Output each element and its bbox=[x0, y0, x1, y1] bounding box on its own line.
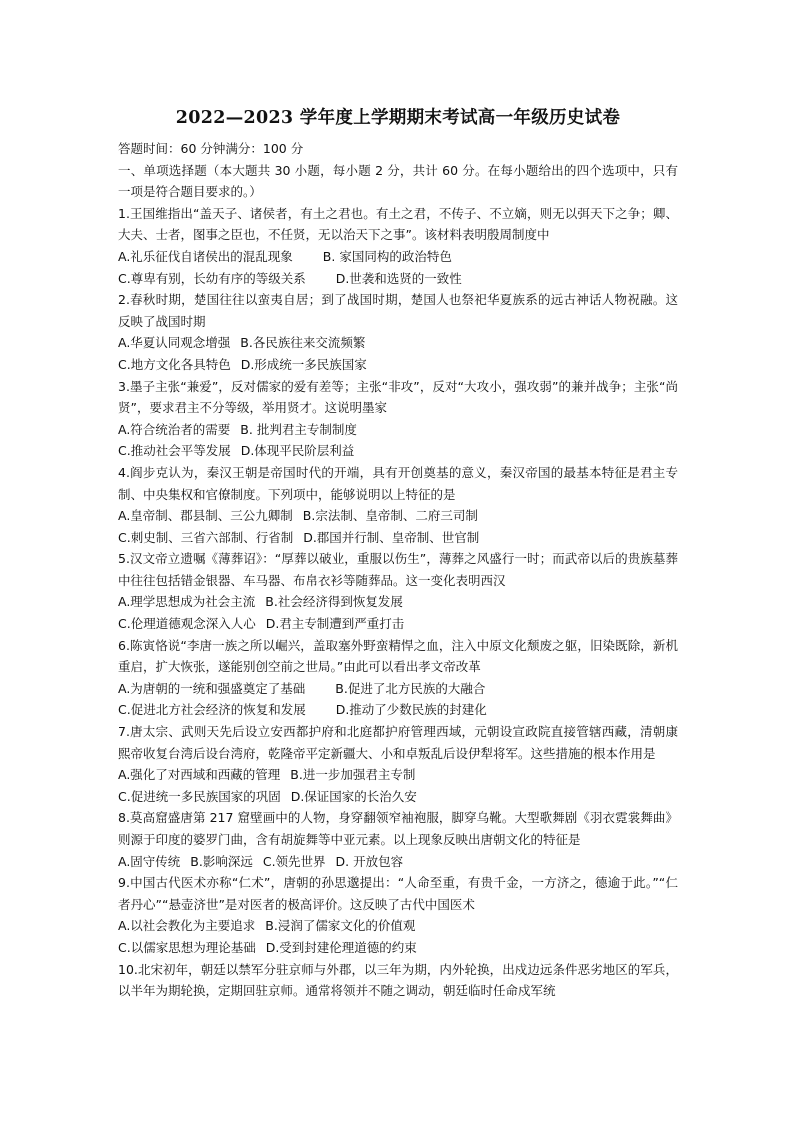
option-d: D.受到封建伦理道德的约束 bbox=[265, 939, 417, 955]
section-heading: 一、单项选择题（本大题共 30 小题，每小题 2 分，共计 60 分。在每小题给出的四个选项中，只有一项是符合题目要求的。） bbox=[118, 162, 678, 200]
option-a: A.理学思想成为社会主流 bbox=[118, 594, 256, 610]
option-row bbox=[118, 440, 678, 462]
option-b: B. 家国同构的政治特色 bbox=[322, 248, 452, 264]
option-row bbox=[118, 505, 678, 527]
option-c: C.领先世界 bbox=[262, 853, 326, 869]
question-stem: 9.中国古代医术亦称“仁术”，唐朝的孙思邈提出：“人命至重，有贵千金，一方济之，德逾于此。”“仁者丹心”“悬壶济世”是对医者的极高评价。这反映了古代中国医术 bbox=[118, 875, 678, 912]
option-row bbox=[118, 354, 678, 376]
option-a: A.华夏认同观念增强 bbox=[118, 335, 231, 351]
option-a: A.强化了对西域和西藏的管理 bbox=[118, 767, 281, 783]
option-b: B.进一步加强君主专制 bbox=[290, 767, 416, 783]
question-stem: 8.莫高窟盛唐第 217 窟壁画中的人物，身穿翻领窄袖袍服，脚穿乌靴。大型歌舞剧《羽衣霓裳舞曲》则源于印度的婆罗门曲，含有胡旋舞等中亚元素。以上现象反映出唐朝文化的特征是 bbox=[118, 810, 678, 847]
option-d: D.君主专制遭到严重打击 bbox=[265, 616, 405, 632]
question-stem: 10.北宋初年，朝廷以禁军分驻京师与外郡，以三年为期，内外轮换，出戍边远条件恶劣地区的军兵，以半年为期轮换，定期回驻京师。通常将领并不随之调动，朝廷临时任命戍军统 bbox=[118, 961, 678, 999]
option-c: C.伦理道德观念深入人心 bbox=[118, 616, 256, 632]
option-d: D. 开放包容 bbox=[335, 853, 404, 869]
exam-page bbox=[118, 106, 678, 1002]
option-b: B.各民族往来交流频繁 bbox=[240, 335, 366, 351]
page-title: 2022—2023 学年度上学期期末考试高一年级历史试卷 bbox=[175, 108, 621, 128]
time-info: 答题时间：60 分钟满分：100 分 bbox=[118, 141, 304, 156]
option-row bbox=[118, 786, 678, 808]
question-stem: 5.汉文帝立遗嘱《薄葬诏》：“厚葬以破业，重服以伤生”，薄葬之风盛行一时；而武帝以后的贵族墓葬中往往包括错金银器、车马器、布帛衣衫等随葬品。这一变化表明西汉 bbox=[118, 551, 678, 588]
option-row bbox=[118, 915, 678, 937]
option-b: B.社会经济得到恢复发展 bbox=[265, 594, 403, 610]
option-row bbox=[118, 678, 678, 700]
option-c: C.以儒家思想为理论基础 bbox=[118, 939, 256, 955]
option-a: A.符合统治者的需要 bbox=[118, 421, 231, 437]
option-c: C.地方文化各具特色 bbox=[118, 356, 231, 372]
option-c: C.促进统一多民族国家的巩固 bbox=[118, 788, 281, 804]
option-b: B.促进了北方民族的大融合 bbox=[335, 680, 486, 696]
option-d: D.体现平民阶层利益 bbox=[240, 443, 355, 459]
option-row bbox=[118, 851, 678, 873]
option-d: D.推动了少数民族的封建化 bbox=[335, 702, 487, 718]
option-row bbox=[118, 937, 678, 959]
question-stem: 7.唐太宗、武则天先后设立安西都护府和北庭都护府管理西域，元朝设宣政院直接管辖西藏，清朝康熙帝收复台湾后设台湾府，乾隆帝平定新疆大、小和卓叛乱后设伊犁将军。这些措施的根本作用是 bbox=[118, 724, 678, 761]
option-b: B.影响深远 bbox=[190, 853, 253, 869]
question-stem: 1.王国维指出“盖天子、诸侯者，有土之君也。有土之君，不传子、不立嫡，则无以弭天下之争；卿、大夫、士者，图事之臣也，不任贤，无以治天下之事”。该材料表明殷周制度中 bbox=[118, 205, 678, 243]
option-a: A.以社会教化为主要追求 bbox=[118, 918, 256, 934]
option-d: D.世袭和选贤的一致性 bbox=[335, 270, 462, 286]
option-b: B. 批判君主专制制度 bbox=[240, 421, 357, 437]
option-row bbox=[118, 613, 678, 635]
option-a: A.皇帝制、郡县制、三公九卿制 bbox=[118, 508, 293, 524]
option-c: C.推动社会平等发展 bbox=[118, 443, 231, 459]
option-a: A.为唐朝的一统和强盛奠定了基础 bbox=[118, 680, 306, 696]
question-stem: 6.陈寅恪说“李唐一族之所以崛兴，盖取塞外野蛮精悍之血，注入中原文化颓废之躯，旧染既除，新机重启，扩大恢张，遂能别创空前之世局。”由此可以看出孝文帝改革 bbox=[118, 637, 678, 675]
option-c: C.尊卑有别，长幼有序的等级关系 bbox=[118, 270, 306, 286]
option-row bbox=[118, 419, 678, 441]
option-b: B.浸润了儒家文化的价值观 bbox=[265, 918, 416, 934]
option-a: A.固守传统 bbox=[118, 853, 181, 869]
option-row bbox=[118, 268, 678, 290]
option-row bbox=[118, 591, 678, 613]
option-b: B.宗法制、皇帝制、二府三司制 bbox=[302, 508, 478, 524]
option-d: D.郡国并行制、皇帝制、世官制 bbox=[303, 529, 480, 545]
question-stem: 3.墨子主张“兼爱”，反对儒家的爱有差等；主张“非攻”，反对“大攻小，强攻弱”的兼并战争；主张“尚贤”，要求君主不分等级，举用贤才。这说明墨家 bbox=[118, 378, 678, 416]
option-a: A.礼乐征伐自诸侯出的混乱现象 bbox=[118, 248, 293, 264]
question-stem: 2.春秋时期，楚国往往以蛮夷自居；到了战国时期，楚国人也祭祀华夏族系的远古神话人物祝融。这反映了战国时期 bbox=[118, 292, 678, 329]
option-d: D.形成统一多民族国家 bbox=[240, 356, 367, 372]
option-row bbox=[118, 764, 678, 786]
option-row bbox=[118, 527, 678, 549]
option-c: C.刺史制、三省六部制、行省制 bbox=[118, 529, 294, 545]
option-row bbox=[118, 332, 678, 354]
option-d: D.保证国家的长治久安 bbox=[290, 788, 417, 804]
option-row bbox=[118, 246, 678, 268]
option-c: C.促进北方社会经济的恢复和发展 bbox=[118, 702, 306, 718]
option-row bbox=[118, 699, 678, 721]
question-stem: 4.阎步克认为，秦汉王朝是帝国时代的开端，具有开创奠基的意义，秦汉帝国的最基本特征是君主专制、中央集权和官僚制度。下列项中，能够说明以上特征的是 bbox=[118, 464, 678, 502]
